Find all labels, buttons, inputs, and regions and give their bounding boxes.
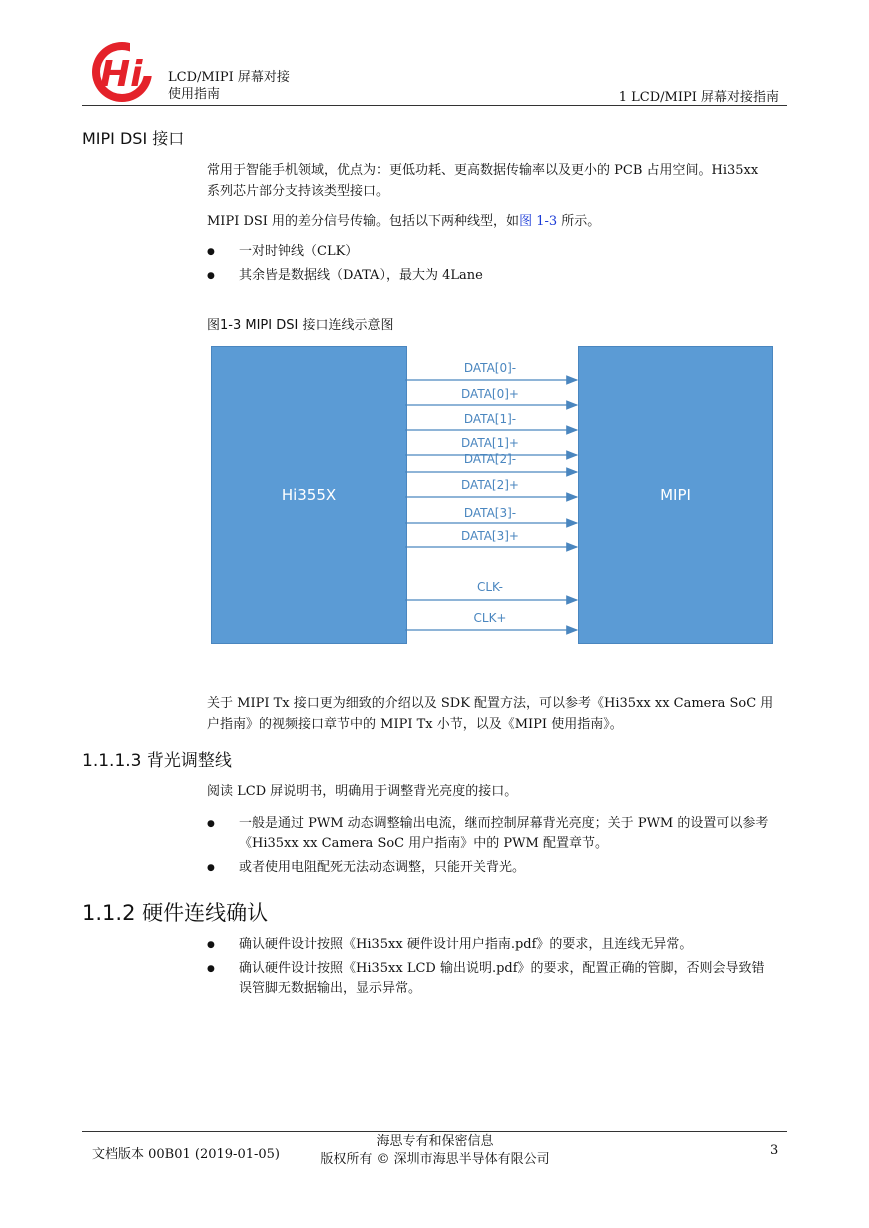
list-item: ● 确认硬件设计按照《Hi35xx LCD 输出说明.pdf》的要求，配置正确的管脚，否则会导致错误管脚无数据输出，显示异常。 (207, 959, 775, 999)
document-title (168, 69, 290, 103)
signal-label: DATA[2]- (463, 452, 517, 466)
signal-label: DATA[3]- (463, 506, 517, 520)
text-span: 所示。 (557, 214, 601, 229)
section-heading-hardware: 1.1.2 硬件连线确认 (82, 901, 269, 925)
document-title-line2: 使用指南 (168, 87, 221, 102)
document-version: 文档版本 00B01 (2019-01-05) (92, 1147, 280, 1162)
company-logo (86, 38, 160, 106)
signal-label: DATA[2]+ (461, 478, 519, 492)
backlight-bullet-list (207, 814, 775, 882)
signal-label: DATA[0]+ (461, 387, 519, 401)
svg-text:Hi: Hi (100, 54, 143, 95)
signal-label: CLK- (476, 580, 504, 594)
list-item: ● 一对时钟线（CLK） (207, 242, 775, 262)
paragraph-mipi-intro: 常用于智能手机领域，优点为：更低功耗、更高数据传输率以及更小的 PCB 占用空间。Hi35xx 系列芯片部分支持该类型接口。 (207, 163, 759, 199)
copyright-line: 版权所有 © 深圳市海思半导体有限公司 (320, 1152, 550, 1167)
section-heading-mipi-dsi: MIPI DSI 接口 (82, 129, 185, 148)
diagram-box-mipi (578, 346, 773, 644)
mipi-bullet-list (207, 242, 775, 290)
list-item: ● 确认硬件设计按照《Hi35xx 硬件设计用户指南.pdf》的要求，且连线无异常。 (207, 935, 775, 955)
paragraph-backlight: 阅读 LCD 屏说明书，明确用于调整背光亮度的接口。 (207, 784, 518, 799)
confidential-notice (300, 1133, 570, 1169)
hardware-bullet-list (207, 935, 775, 1003)
paragraph-mipi-lines (207, 211, 775, 232)
list-item: ● 其余皆是数据线（DATA），最大为 4Lane (207, 266, 775, 286)
footer-rule (82, 1131, 787, 1132)
figure-caption: 图1-3 MIPI DSI 接口连线示意图 (207, 318, 394, 333)
diagram-box-label: Hi355X (281, 486, 337, 504)
section-heading-backlight: 1.1.1.3 背光调整线 (82, 751, 232, 771)
list-item: ● 一般是通过 PWM 动态调整输出电流，继而控制屏幕背光亮度；关于 PWM 的设置可以参考《Hi35xx xx Camera SoC 用户指南》中的 PWM 配置章节。 (207, 814, 775, 854)
text-span: MIPI DSI 用的差分信号传输。包括以下两种线型，如 (207, 214, 520, 229)
signal-label: DATA[0]- (463, 361, 517, 375)
signal-label: DATA[3]+ (461, 529, 519, 543)
confidential-line: 海思专有和保密信息 (376, 1134, 494, 1149)
figure-link[interactable]: 图 1-3 (519, 214, 558, 229)
connection-lines (405, 350, 580, 640)
diagram-box-label: MIPI (660, 486, 691, 504)
signal-label: CLK+ (473, 611, 507, 625)
page-number: 3 (770, 1143, 779, 1158)
list-item: ● 或者使用电阻配死无法动态调整，只能开关背光。 (207, 858, 775, 878)
chapter-title: 1 LCD/MIPI 屏幕对接指南 (618, 90, 779, 105)
signal-label: DATA[1]- (463, 412, 517, 426)
paragraph-mipi-tx-reference: 关于 MIPI Tx 接口更为细致的介绍以及 SDK 配置方法，可以参考《Hi35xx xx Camera SoC 用户指南》的视频接口章节中的 MIPI Tx 小节，以及《MIPI 使用指南》。 (207, 696, 774, 732)
header-rule (82, 105, 787, 106)
document-title-line1: LCD/MIPI 屏幕对接 (168, 70, 290, 85)
diagram-box-hi355x (211, 346, 407, 644)
signal-label: DATA[1]+ (461, 436, 519, 450)
